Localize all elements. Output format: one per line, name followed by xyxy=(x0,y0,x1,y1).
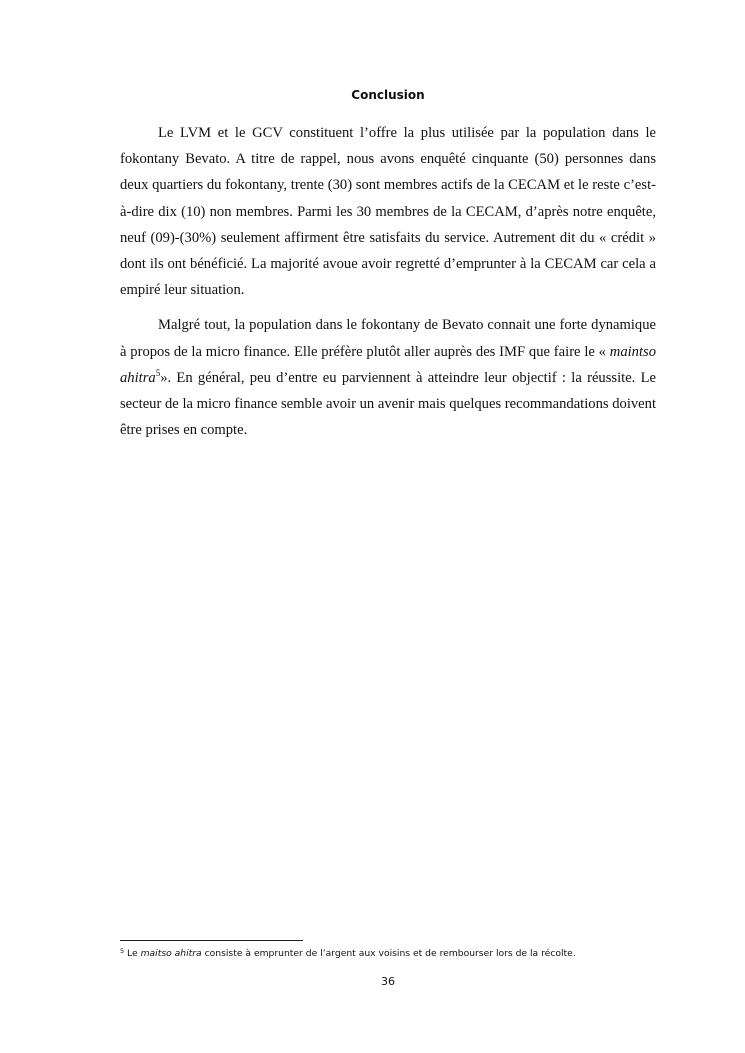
paragraph-2 xyxy=(120,312,656,443)
paragraph-2-text-after: ». En général, peu d’entre eu parviennent à atteindre leur objectif : la réussite. Le secteur de la micro finance semble avoir un avenir mais quelques recommandations doivent être prises en compte. xyxy=(120,369,656,439)
section-heading: Conclusion xyxy=(351,88,425,102)
page-number: 36 xyxy=(381,975,395,988)
footnote-term: maitso ahitra xyxy=(140,948,202,959)
footnote xyxy=(120,948,680,959)
footnote-text-before: Le xyxy=(124,948,141,959)
paragraph-2-term: maintso ahitra xyxy=(120,343,656,386)
footnote-reference: 5 xyxy=(155,367,161,378)
paragraph-1: Le LVM et le GCV constituent l’offre la plus utilisée par la population dans le fokontany Bevato. A titre de rappel, nous avons enquêté cinquante (50) personnes dans deux quartiers du fokontany, trente (30) sont membres actifs de la CECAM et le reste c’est-à-dire dix (10) non membres. Parmi les 30 membres de la CECAM, d’après notre enquête, neuf (09)-(30%) seulement affirment être satisfaits du service. Autrement dit du « crédit » dont ils ont bénéficié. La majorité avoue avoir regretté d’emprunter à la CECAM car cela a empiré leur situation. xyxy=(120,125,656,299)
body-text xyxy=(120,120,656,443)
footnote-number: 5 xyxy=(120,947,125,955)
footnote-text-after: consiste à emprunter de l’argent aux voisins et de rembourser lors de la récolte. xyxy=(201,948,576,959)
paragraph-2-text-before: Malgré tout, la population dans le fokontany de Bevato connait une forte dynamique à propos de la micro finance. Elle préfère plutôt aller auprès des IMF que faire le « xyxy=(120,317,656,360)
footnote-separator xyxy=(120,940,303,941)
